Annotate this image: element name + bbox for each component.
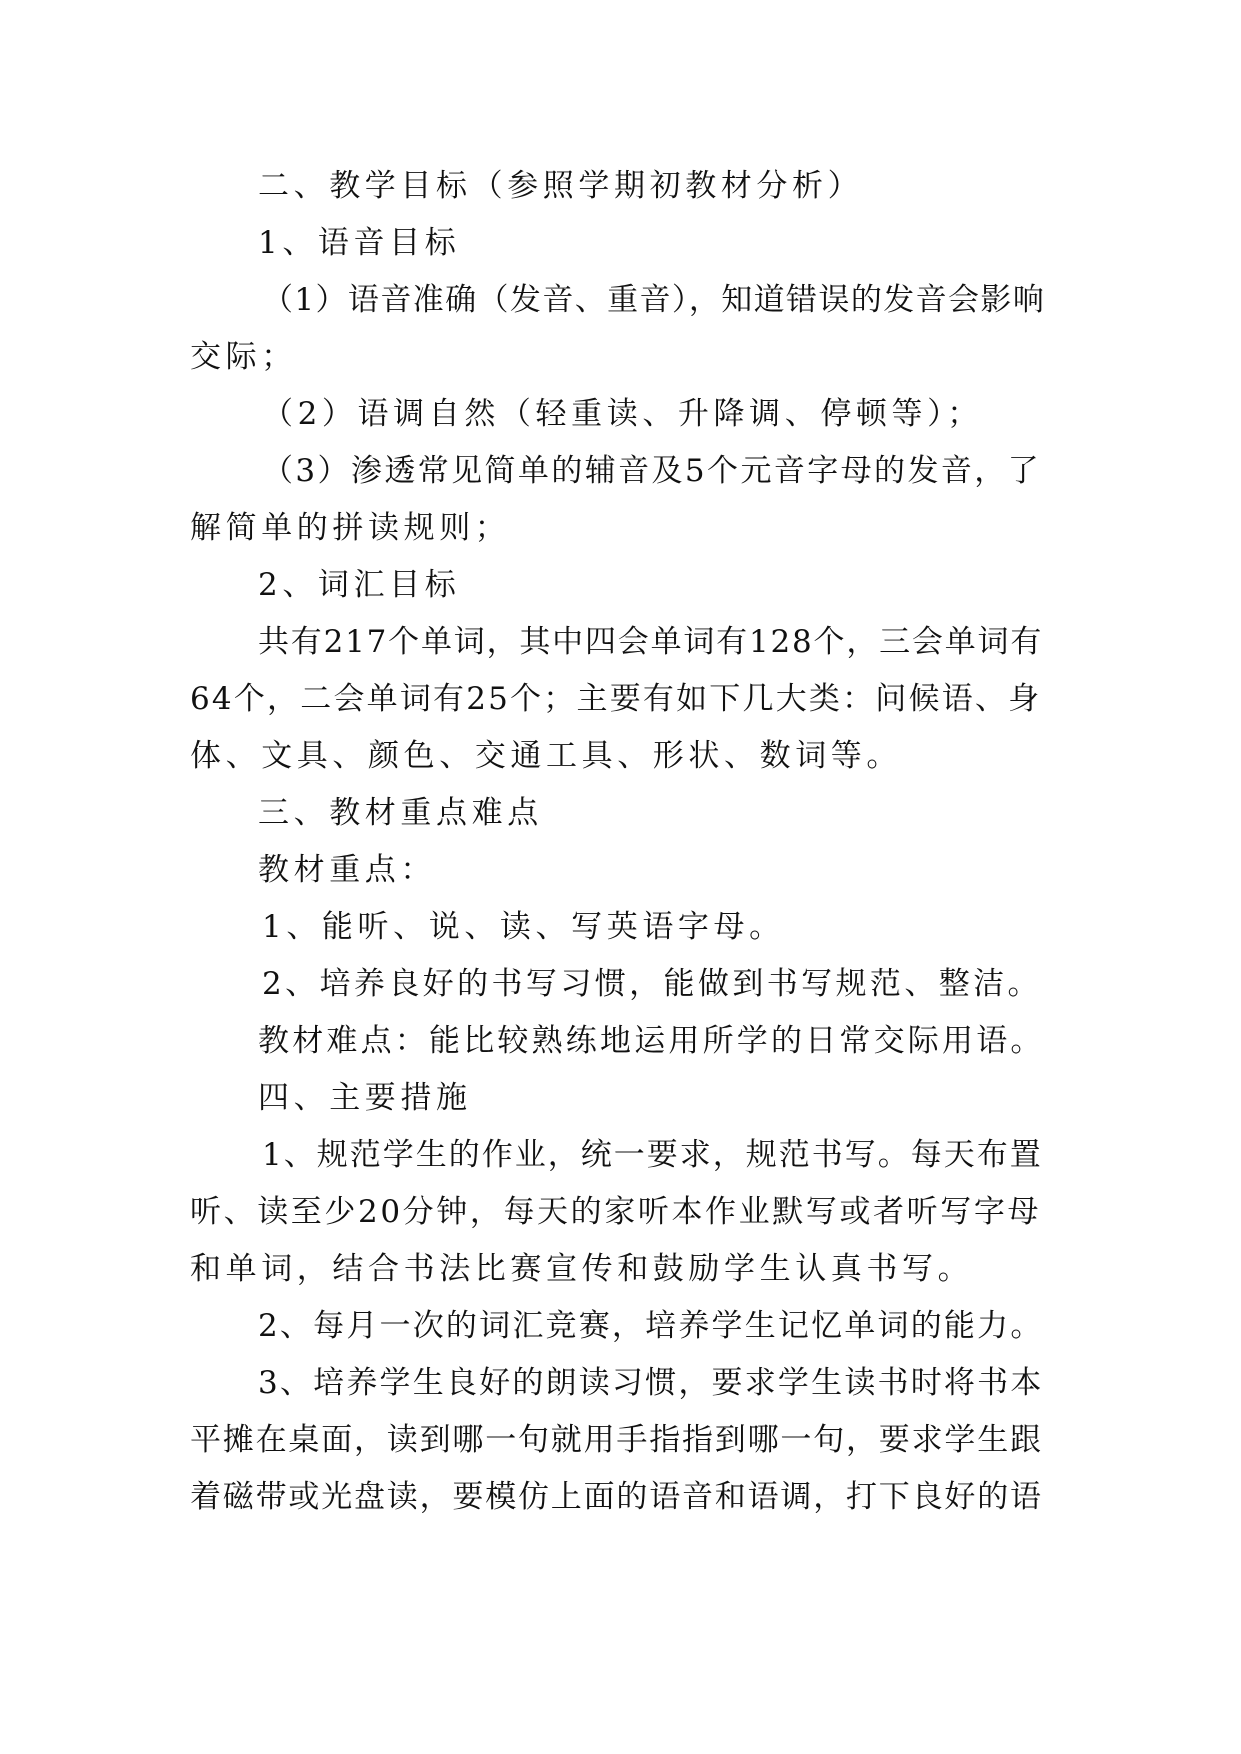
paragraph-line: 教材难点：能比较熟练地运用所学的日常交际用语。 [258, 1023, 1045, 1059]
paragraph-line: 64个，二会单词有25个；主要有如下几大类：问候语、身 [190, 681, 1042, 717]
paragraph-line: 解简单的拼读规则； [190, 510, 511, 546]
section-heading-teaching-goals: 二、教学目标（参照学期初教材分析） [258, 168, 864, 204]
paragraph-line: 1、能听、说、读、写英语字母。 [262, 909, 785, 945]
subheading-pronunciation-goal: 1、语音目标 [258, 225, 461, 261]
paragraph-line: （3）渗透常见简单的辅音及5个元音字母的发音，了 [262, 453, 1042, 489]
paragraph-line: （2）语调自然（轻重读、升降调、停顿等）； [262, 396, 983, 432]
paragraph-line: 听、读至少20分钟，每天的家听本作业默写或者听写字母 [190, 1194, 1042, 1230]
section-heading-key-difficult-points: 三、教材重点难点 [258, 795, 543, 831]
paragraph-line: 2、培养良好的书写习惯，能做到书写规范、整洁。 [262, 966, 1042, 1002]
paragraph-line: 着磁带或光盘读，要模仿上面的语音和语调，打下良好的语 [190, 1479, 1043, 1515]
paragraph-line: 教材重点： [258, 852, 436, 888]
paragraph-line: 交际； [190, 339, 297, 375]
paragraph-line: 和单词，结合书法比赛宣传和鼓励学生认真书写。 [190, 1251, 974, 1287]
subheading-vocabulary-goal: 2、词汇目标 [258, 567, 461, 603]
paragraph-line: 体、文具、颜色、交通工具、形状、数词等。 [190, 738, 902, 774]
paragraph-line: 平摊在桌面，读到哪一句就用手指指到哪一句，要求学生跟 [190, 1422, 1043, 1458]
paragraph-line: 2、每月一次的词汇竞赛，培养学生记忆单词的能力。 [258, 1308, 1044, 1344]
paragraph-line: 3、培养学生良好的朗读习惯，要求学生读书时将书本 [258, 1365, 1044, 1401]
paragraph-line: （1）语音准确（发音、重音），知道错误的发音会影响 [262, 282, 1046, 318]
paragraph-line: 1、规范学生的作业，统一要求，规范书写。每天布置 [262, 1137, 1043, 1173]
paragraph-line: 共有217个单词，其中四会单词有128个，三会单词有 [258, 624, 1044, 660]
section-heading-main-measures: 四、主要措施 [258, 1080, 472, 1116]
